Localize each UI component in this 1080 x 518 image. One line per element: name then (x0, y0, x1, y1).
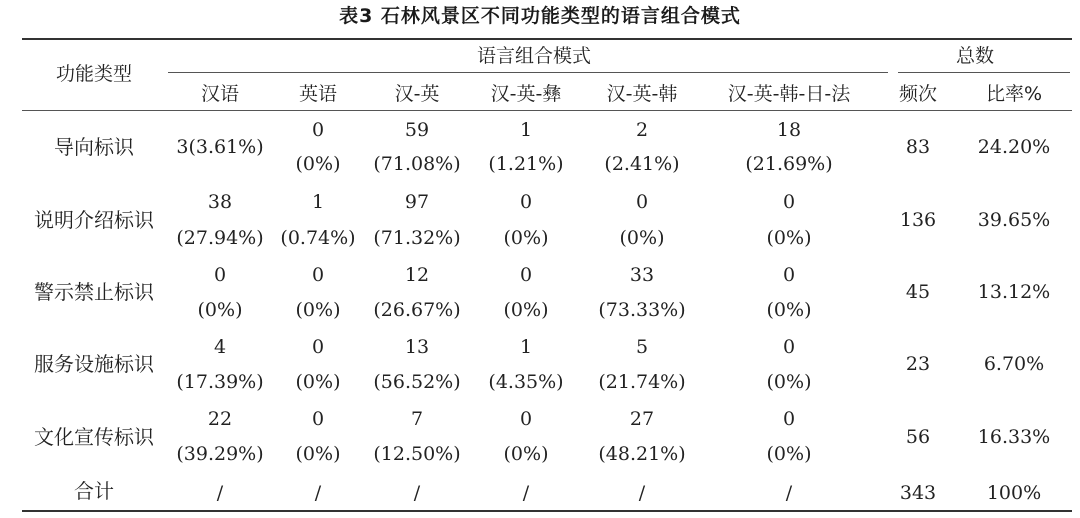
table-cell: 3(3.61%) (176, 136, 264, 158)
row-label: 导向标识 (54, 135, 134, 159)
frequency-cell: 56 (905, 426, 931, 448)
header-function-type: 功能类型 (55, 63, 133, 85)
table-cell: / (638, 482, 646, 504)
language-mode-underline (168, 72, 888, 73)
table-cell: (0%) (197, 299, 243, 321)
table-cell: 0 (519, 191, 533, 213)
table-cell: 0 (519, 408, 533, 430)
table-cell: (0%) (503, 227, 549, 249)
ratio-cell: 13.12% (977, 281, 1051, 303)
ratio-cell: 100% (986, 482, 1042, 504)
table-cell: / (413, 482, 421, 504)
table-cell: (1.21%) (488, 153, 564, 175)
table-cell: 0 (311, 336, 325, 358)
table-cell: 7 (410, 408, 424, 430)
header-mode-cn-en: 汉-英 (394, 83, 440, 105)
table-cell: 59 (404, 119, 430, 141)
table-cell: 0 (782, 408, 796, 430)
table-cell: (0%) (295, 153, 341, 175)
header-total: 总数 (955, 45, 995, 67)
frequency-cell: 136 (899, 209, 937, 231)
table-cell: (12.50%) (373, 443, 461, 465)
table-cell: 18 (776, 119, 802, 141)
table-cell: (73.33%) (598, 299, 686, 321)
table-cell: (71.08%) (373, 153, 461, 175)
table-cell: 0 (782, 264, 796, 286)
total-underline (898, 72, 1070, 73)
table-cell: 0 (311, 264, 325, 286)
table-cell: / (314, 482, 322, 504)
table-cell: / (522, 482, 530, 504)
table-cell: 22 (207, 408, 233, 430)
table-cell: 27 (629, 408, 655, 430)
table-cell: (39.29%) (176, 443, 264, 465)
table-cell: 1 (519, 336, 533, 358)
row-label: 警示禁止标识 (34, 280, 154, 304)
table-cell: (17.39%) (176, 371, 264, 393)
ratio-cell: 39.65% (977, 209, 1051, 231)
table-cell: (48.21%) (598, 443, 686, 465)
table-cell: 0 (635, 191, 649, 213)
row-label: 服务设施标识 (34, 352, 154, 376)
table-title: 表3 石林风景区不同功能类型的语言组合模式 (339, 5, 741, 27)
header-language-mode: 语言组合模式 (476, 45, 592, 67)
table-cell: 1 (311, 191, 325, 213)
table-cell: (0%) (766, 299, 812, 321)
frequency-cell: 45 (905, 281, 931, 303)
table-cell: (0.74%) (280, 227, 356, 249)
table-cell: (0%) (766, 227, 812, 249)
ratio-cell: 24.20% (977, 136, 1051, 158)
table-cell: (0%) (503, 443, 549, 465)
total-row-label: 合计 (74, 479, 114, 503)
table-cell: (0%) (295, 299, 341, 321)
table-cell: 13 (404, 336, 430, 358)
table-cell: (26.67%) (373, 299, 461, 321)
header-mode-chinese: 汉语 (200, 83, 240, 105)
table-cell: (71.32%) (373, 227, 461, 249)
table-cell: 5 (635, 336, 649, 358)
table-cell: / (785, 482, 793, 504)
header-frequency: 频次 (898, 83, 938, 105)
frequency-cell: 23 (905, 353, 931, 375)
table-cell: 2 (635, 119, 649, 141)
ratio-cell: 16.33% (977, 426, 1051, 448)
table-cell: 33 (629, 264, 655, 286)
table-cell: 0 (782, 191, 796, 213)
table-cell: (0%) (766, 443, 812, 465)
header-mode-cn-en-yi: 汉-英-彝 (490, 83, 562, 105)
table-cell: (21.74%) (598, 371, 686, 393)
table-cell: 0 (782, 336, 796, 358)
frequency-cell: 343 (899, 482, 937, 504)
table-cell: (4.35%) (488, 371, 564, 393)
table-cell: (21.69%) (745, 153, 833, 175)
table-cell: 97 (404, 191, 430, 213)
header-mode-cn-en-ko: 汉-英-韩 (606, 83, 678, 105)
table-cell: (0%) (295, 371, 341, 393)
table-cell: 1 (519, 119, 533, 141)
table-cell: 4 (213, 336, 227, 358)
total-row-values (0, 463, 1080, 513)
table-cell: (56.52%) (373, 371, 461, 393)
table-cell: (0%) (766, 371, 812, 393)
table-cell: (0%) (503, 299, 549, 321)
row-label: 说明介绍标识 (34, 208, 154, 232)
table-cell: 0 (311, 119, 325, 141)
table-cell: 12 (404, 264, 430, 286)
top-rule (22, 38, 1072, 40)
table-cell: (0%) (295, 443, 341, 465)
table-cell: (2.41%) (604, 153, 680, 175)
header-rule (22, 110, 1072, 111)
ratio-cell: 6.70% (983, 353, 1045, 375)
header-mode-cn-en-ko-ja-fr: 汉-英-韩-日-法 (727, 83, 851, 105)
header-mode-english: 英语 (298, 83, 338, 105)
table-cell: (0%) (619, 227, 665, 249)
table-cell: 0 (519, 264, 533, 286)
table-cell: 0 (311, 408, 325, 430)
table-cell: 38 (207, 191, 233, 213)
frequency-cell: 83 (905, 136, 931, 158)
table-cell: (27.94%) (176, 227, 264, 249)
table-cell: 0 (213, 264, 227, 286)
table-cell: / (216, 482, 224, 504)
header-ratio: 比率% (985, 83, 1043, 105)
row-label: 文化宣传标识 (34, 425, 154, 449)
